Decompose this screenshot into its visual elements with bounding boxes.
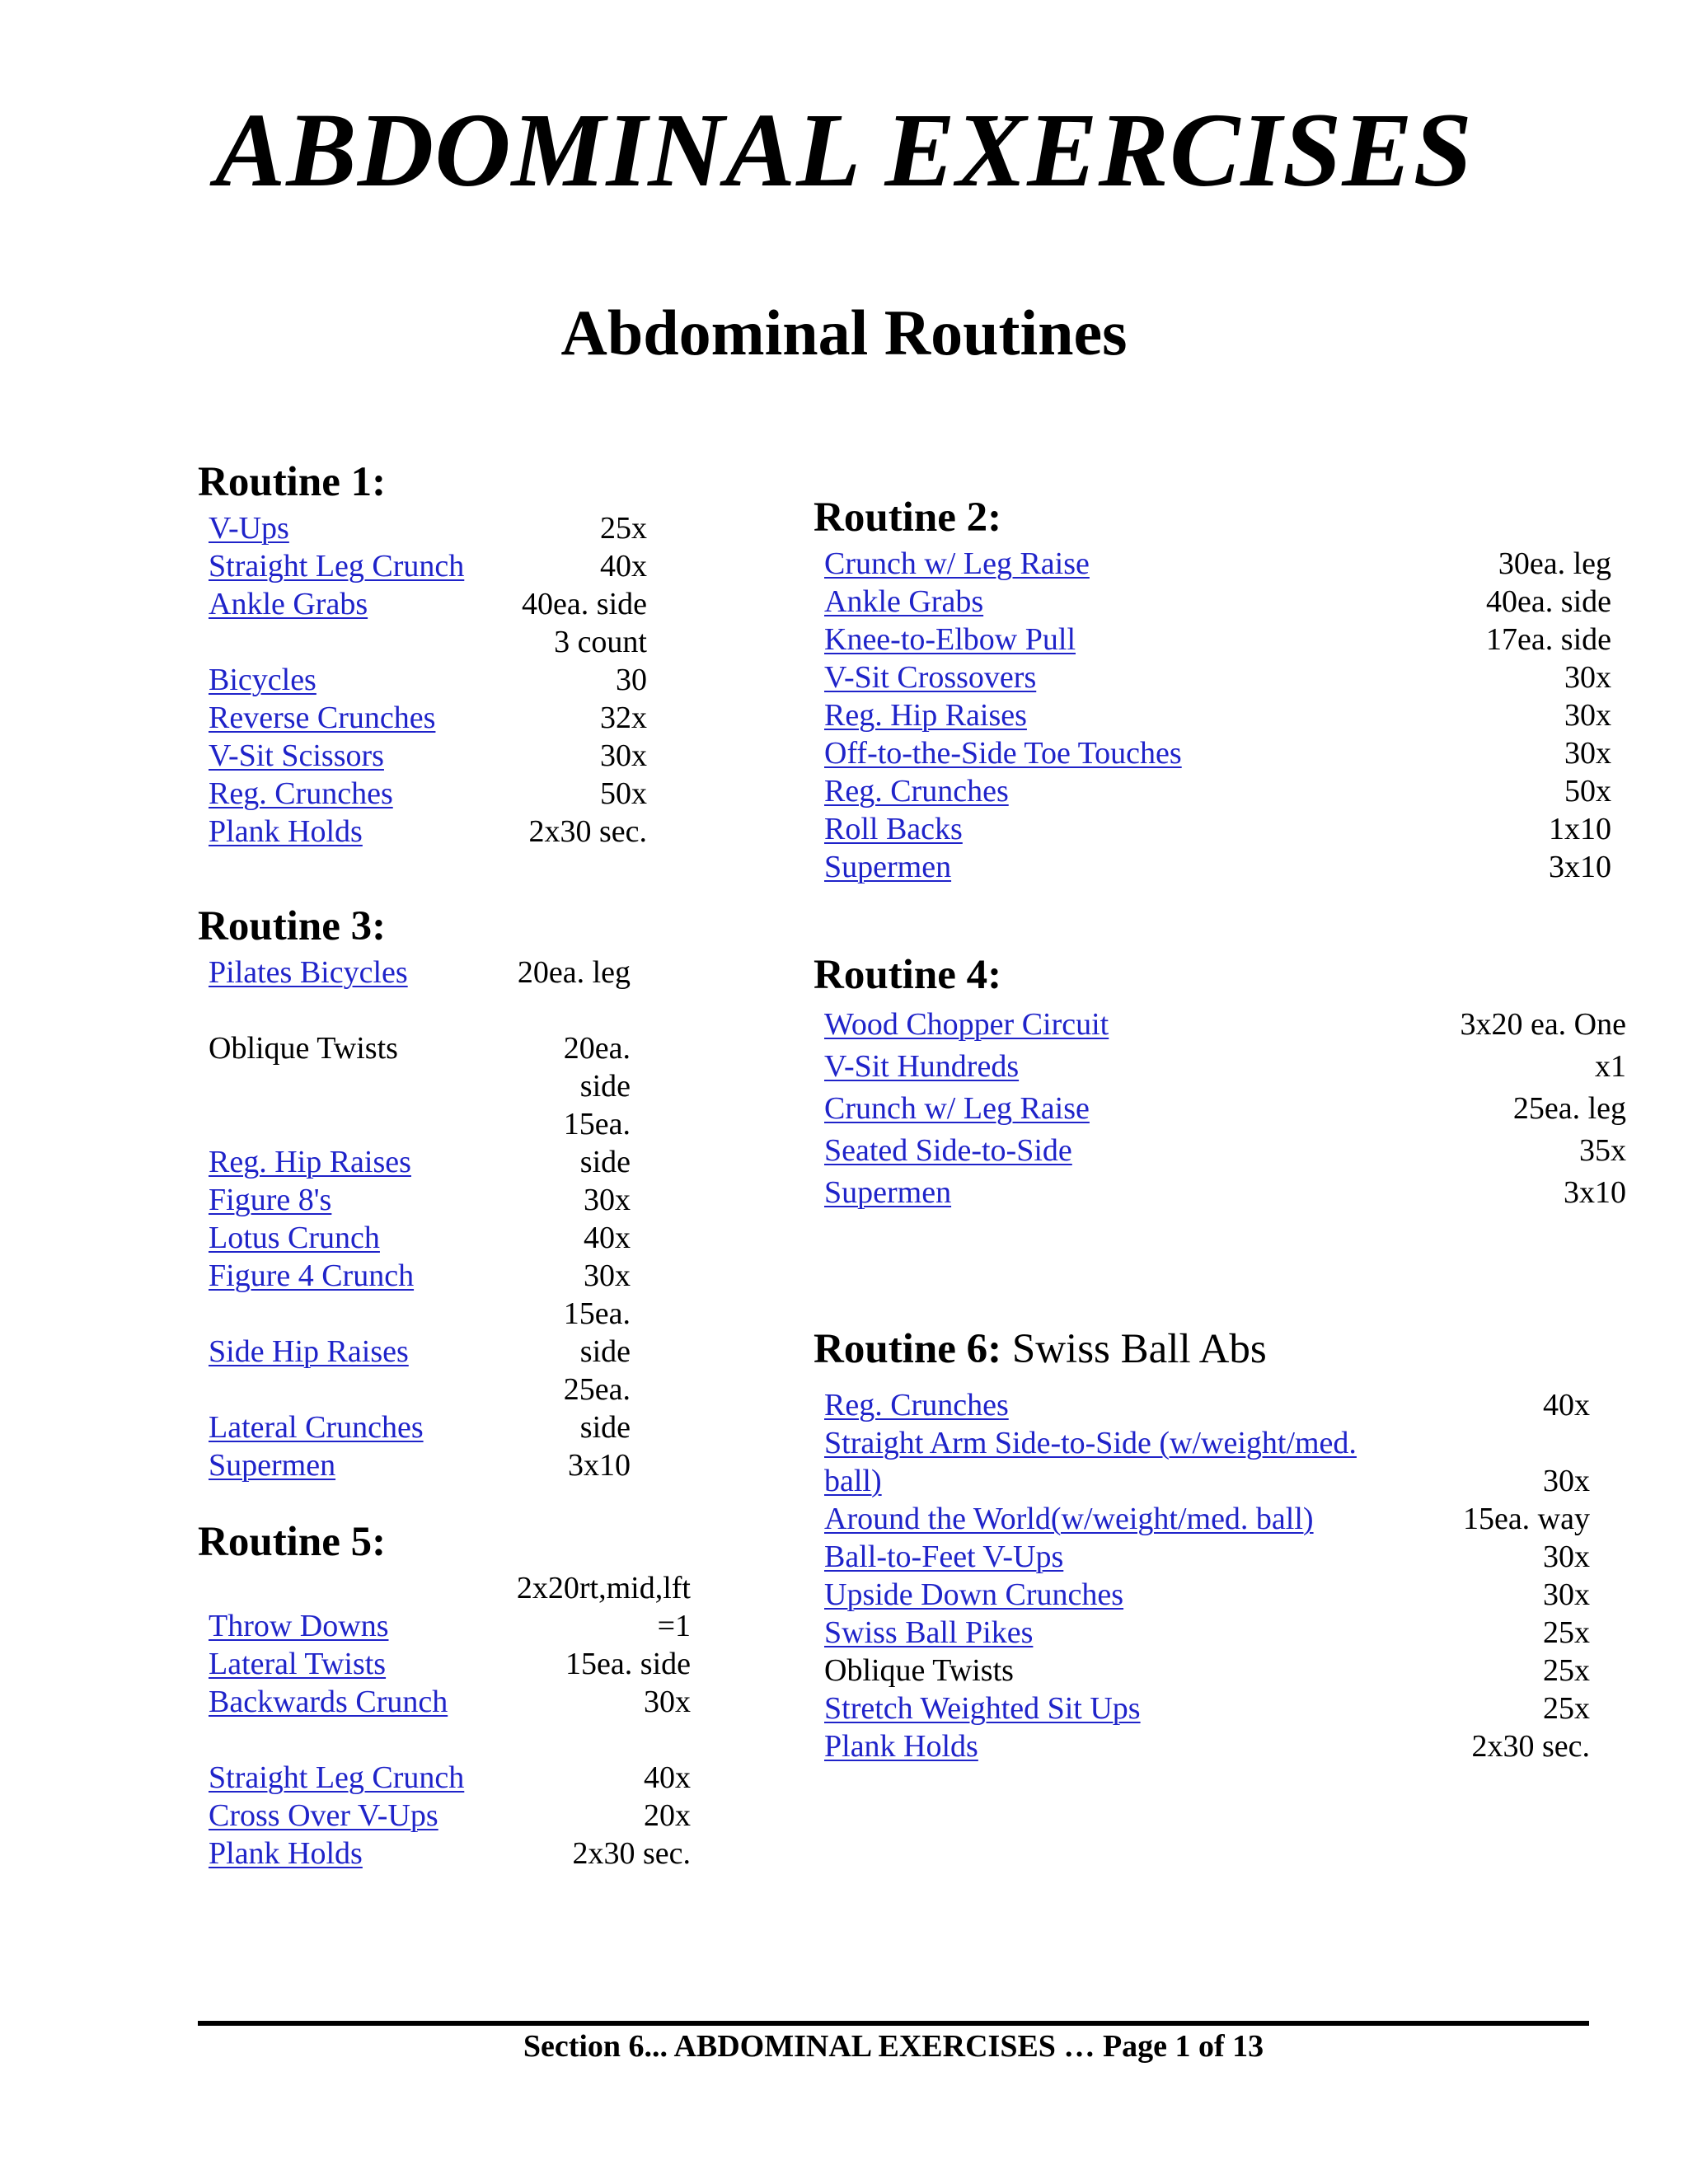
exercise-name[interactable]: Reverse Crunches — [209, 701, 436, 735]
exercise-amount: 30x — [1543, 1540, 1590, 1574]
exercise-row — [209, 509, 647, 547]
exercise-amount: 30x — [1564, 660, 1611, 695]
exercise-name[interactable]: Crunch w/ Leg Raise — [824, 1091, 1090, 1126]
exercise-amount: 25x — [600, 511, 647, 546]
exercise-amount: 40x — [1543, 1388, 1590, 1422]
footer-divider — [198, 2021, 1589, 2026]
exercise-amount: 40ea. side — [522, 587, 647, 621]
exercise-name[interactable]: V-Sit Scissors — [209, 738, 384, 773]
exercise-name[interactable]: Ankle Grabs — [209, 587, 368, 621]
exercise-amount: 20ea. side — [563, 1031, 631, 1104]
routine-4 — [814, 954, 1626, 1214]
exercise-name[interactable]: Pilates Bicycles — [209, 955, 408, 990]
routine-list — [824, 1004, 1626, 1214]
exercise-row — [824, 621, 1611, 658]
exercise-amount: 25ea. leg — [1512, 1091, 1626, 1126]
exercise-amount: 15ea. side — [565, 1647, 691, 1681]
exercise-name[interactable]: Backwards Crunch — [209, 1685, 448, 1719]
exercise-name: Oblique Twists — [209, 1031, 398, 1066]
exercise-row — [824, 658, 1611, 696]
exercise-row — [209, 737, 647, 775]
exercise-name[interactable]: Plank Holds — [824, 1729, 978, 1764]
exercise-amount: 30x — [1564, 736, 1611, 771]
exercise-name[interactable]: Supermen — [824, 850, 952, 884]
exercise-amount: 30x — [1543, 1577, 1590, 1612]
exercise-row — [209, 813, 647, 851]
exercise-name[interactable]: Supermen — [209, 1448, 336, 1483]
exercise-name[interactable]: Off-to-the-Side Toe Touches — [824, 736, 1182, 771]
exercise-amount: 30x — [644, 1685, 691, 1719]
exercise-amount: 25x — [1543, 1615, 1590, 1650]
exercise-row — [824, 1652, 1590, 1690]
routine-3 — [198, 903, 631, 1484]
exercise-row — [209, 954, 631, 991]
routine-list — [209, 509, 647, 851]
exercise-amount: 30x — [1543, 1464, 1590, 1498]
exercise-name[interactable]: V-Ups — [209, 511, 289, 546]
exercise-amount: 32x — [600, 701, 647, 735]
routine-list — [824, 545, 1611, 886]
routine-6 — [814, 1326, 1590, 1765]
exercise-row — [824, 1386, 1590, 1424]
routine-2 — [814, 494, 1611, 886]
exercise-row — [209, 1683, 691, 1721]
routine-list — [209, 954, 631, 1484]
exercise-name[interactable]: V-Sit Hundreds — [824, 1049, 1020, 1084]
exercise-amount: 20ea. leg — [517, 955, 631, 990]
exercise-amount: 50x — [600, 776, 647, 811]
exercise-row — [824, 1424, 1590, 1500]
exercise-row — [824, 1500, 1590, 1538]
routine-heading — [814, 1326, 1590, 1386]
page-subtitle: Abdominal Routines — [560, 297, 1128, 368]
exercise-amount: 30x — [1564, 698, 1611, 733]
exercise-name[interactable]: Supermen — [824, 1175, 952, 1210]
routine-heading-label: Routine 6: — [814, 1326, 1002, 1372]
exercise-name[interactable]: Upside Down Crunches — [824, 1577, 1124, 1612]
exercise-amount: 30 — [616, 663, 647, 697]
exercise-row — [209, 699, 647, 737]
exercise-row — [824, 583, 1611, 621]
exercise-row — [209, 1645, 691, 1683]
exercise-row — [209, 1257, 631, 1295]
exercise-row — [209, 585, 647, 623]
exercise-name[interactable]: Reg. Crunches — [209, 776, 393, 811]
exercise-name[interactable]: Swiss Ball Pikes — [824, 1615, 1034, 1650]
exercise-name[interactable]: Lotus Crunch — [209, 1221, 380, 1255]
exercise-name[interactable]: Lateral Crunches — [209, 1410, 424, 1445]
exercise-row — [824, 1130, 1626, 1172]
exercise-amount: 2x20rt,mid,lft =1 — [516, 1571, 691, 1643]
exercise-amount: 15ea. side — [563, 1107, 631, 1179]
exercise-row — [824, 1614, 1590, 1652]
exercise-row — [209, 547, 647, 585]
exercise-name[interactable]: Straight Arm Side-to-Side (w/weight/med. ball) — [824, 1426, 1357, 1498]
routine-heading: Routine 5: — [198, 1519, 387, 1565]
exercise-amount: 1x10 — [1549, 812, 1611, 846]
exercise-row — [209, 1569, 691, 1645]
exercise-name[interactable]: Ankle Grabs — [824, 584, 984, 619]
exercise-name: Oblique Twists — [824, 1653, 1014, 1688]
exercise-row — [824, 1172, 1626, 1214]
exercise-row — [209, 1797, 691, 1835]
routine-heading: Routine 2: — [814, 494, 1002, 541]
exercise-name[interactable]: Reg. Crunches — [824, 1388, 1009, 1422]
exercise-amount: 3 count — [554, 625, 647, 659]
exercise-row — [824, 1004, 1626, 1046]
exercise-name[interactable]: Knee-to-Elbow Pull — [824, 622, 1076, 657]
exercise-name[interactable]: Plank Holds — [209, 1836, 363, 1871]
exercise-amount: 2x30 sec. — [1471, 1729, 1590, 1764]
exercise-row — [824, 696, 1611, 734]
exercise-amount: 40x — [644, 1760, 691, 1795]
exercise-row — [824, 1727, 1590, 1765]
exercise-row — [824, 1046, 1626, 1088]
exercise-name[interactable]: Wood Chopper Circuit — [824, 1007, 1109, 1042]
exercise-amount: 30ea. leg — [1498, 546, 1611, 581]
exercise-row — [209, 1446, 631, 1484]
exercise-amount: 40x — [584, 1221, 631, 1255]
exercise-row — [209, 623, 647, 661]
exercise-name[interactable]: Ball-to-Feet V-Ups — [824, 1540, 1064, 1574]
exercise-amount: 25x — [1543, 1653, 1590, 1688]
exercise-name[interactable]: Throw Downs — [209, 1609, 389, 1643]
exercise-name[interactable]: Stretch Weighted Sit Ups — [824, 1691, 1141, 1726]
exercise-amount: 30x — [584, 1183, 631, 1217]
exercise-name[interactable]: Side Hip Raises — [209, 1334, 409, 1369]
routine-1 — [198, 459, 647, 851]
exercise-row — [209, 1371, 631, 1446]
exercise-amount: 25x — [1543, 1691, 1590, 1726]
page-title: ABDOMINAL EXERCISES — [215, 91, 1473, 209]
exercise-amount: 3x10 — [568, 1448, 631, 1483]
routine-list — [824, 1386, 1590, 1765]
exercise-row — [209, 1835, 691, 1872]
exercise-name[interactable]: Reg. Hip Raises — [209, 1145, 411, 1179]
exercise-amount: 3x20 ea. One — [1460, 1007, 1626, 1042]
exercise-row — [209, 661, 647, 699]
exercise-name[interactable]: Straight Leg Crunch — [209, 549, 465, 583]
exercise-row — [824, 772, 1611, 810]
exercise-amount: 35x — [1579, 1133, 1626, 1168]
exercise-row — [824, 1538, 1590, 1576]
exercise-amount: 15ea. way — [1462, 1502, 1590, 1536]
exercise-row — [824, 1690, 1590, 1727]
exercise-row — [824, 1576, 1590, 1614]
exercise-name[interactable]: Around the World(w/weight/med. ball) — [824, 1502, 1314, 1536]
exercise-amount: 15ea. side — [563, 1296, 631, 1369]
routine-heading-subtitle: Swiss Ball Abs — [1011, 1326, 1267, 1372]
routine-heading: Routine 4: — [814, 952, 1002, 998]
routine-heading: Routine 3: — [198, 903, 387, 949]
exercise-name[interactable]: Bicycles — [209, 663, 316, 697]
exercise-name[interactable]: Reg. Hip Raises — [824, 698, 1027, 733]
exercise-amount: 30x — [584, 1258, 631, 1293]
exercise-row — [824, 810, 1611, 848]
exercise-amount: x1 — [1595, 1049, 1626, 1084]
exercise-amount: 3x10 — [1549, 850, 1611, 884]
exercise-name[interactable]: Reg. Crunches — [824, 774, 1009, 808]
exercise-amount: 25ea. side — [563, 1372, 631, 1445]
exercise-amount: 20x — [644, 1798, 691, 1833]
exercise-row — [209, 1181, 631, 1219]
exercise-row — [209, 1295, 631, 1371]
exercise-amount: 40ea. side — [1486, 584, 1611, 619]
exercise-name[interactable]: Figure 8's — [209, 1183, 332, 1217]
exercise-name[interactable]: Plank Holds — [209, 814, 363, 849]
exercise-amount: 3x10 — [1564, 1175, 1626, 1210]
exercise-name[interactable]: Figure 4 Crunch — [209, 1258, 415, 1293]
exercise-amount: 17ea. side — [1486, 622, 1611, 657]
exercise-row — [824, 848, 1611, 886]
exercise-amount: 2x30 sec. — [528, 814, 647, 849]
exercise-row — [209, 775, 647, 813]
exercise-name[interactable]: Cross Over V-Ups — [209, 1798, 438, 1833]
exercise-amount: 2x30 sec. — [572, 1836, 691, 1871]
exercise-row — [209, 991, 631, 1105]
exercise-row — [209, 1721, 691, 1797]
exercise-row — [824, 545, 1611, 583]
exercise-name[interactable]: Seated Side-to-Side — [824, 1133, 1072, 1168]
routine-heading: Routine 1: — [198, 459, 387, 505]
exercise-name[interactable]: Lateral Twists — [209, 1647, 387, 1681]
exercise-amount: 30x — [600, 738, 647, 773]
exercise-row — [824, 1088, 1626, 1130]
exercise-name[interactable]: Roll Backs — [824, 812, 963, 846]
routine-5 — [198, 1521, 691, 1872]
exercise-name[interactable]: V-Sit Crossovers — [824, 660, 1037, 695]
exercise-amount: 40x — [600, 549, 647, 583]
exercise-row — [209, 1219, 631, 1257]
exercise-name[interactable]: Crunch w/ Leg Raise — [824, 546, 1090, 581]
routine-list — [209, 1569, 691, 1872]
exercise-amount: 50x — [1564, 774, 1611, 808]
page-footer: Section 6... ABDOMINAL EXERCISES … Page 1 of 13 — [523, 2029, 1264, 2064]
exercise-name[interactable]: Straight Leg Crunch — [209, 1760, 465, 1795]
exercise-row — [824, 734, 1611, 772]
exercise-row — [209, 1105, 631, 1181]
